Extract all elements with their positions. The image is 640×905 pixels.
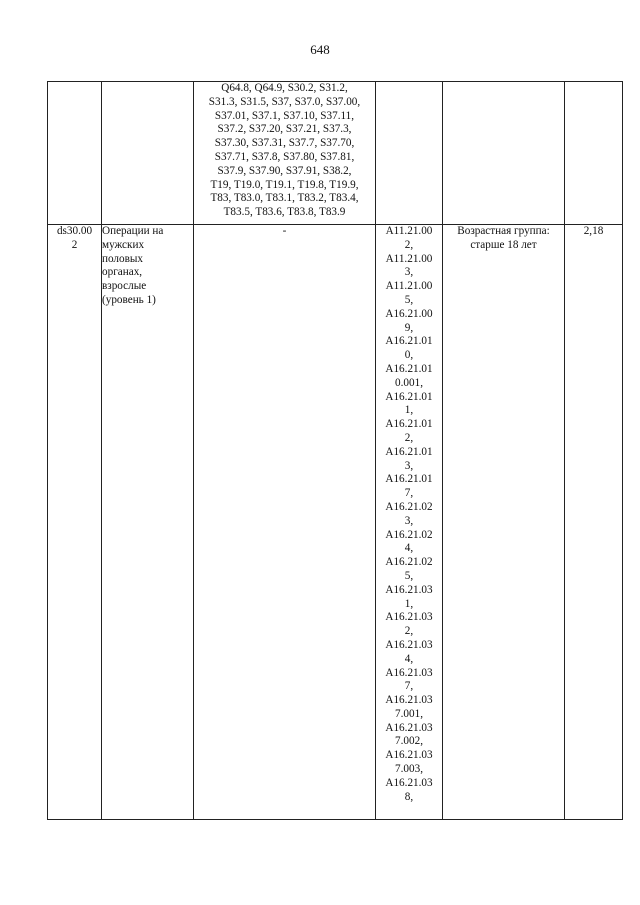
cell-name (102, 82, 194, 225)
cell-code (48, 225, 102, 820)
tariff-table (47, 81, 623, 820)
cell-line: 1, (404, 597, 414, 610)
cell-line: 2 (71, 238, 78, 251)
cell-line: 2, (404, 625, 414, 638)
cell-coefficient (565, 82, 623, 225)
cell-diagnosis-codes (194, 82, 376, 225)
cell-line: A16.21.03 (385, 721, 433, 734)
cell-line: 5, (404, 569, 414, 582)
cell-line: Возрастная группа: (457, 225, 550, 237)
cell-line: - (282, 225, 287, 237)
cell-criteria (443, 225, 565, 820)
cell-line: A16.21.01 (385, 390, 433, 403)
cell-line: A16.21.02 (385, 528, 433, 541)
cell-line: A16.21.03 (385, 694, 433, 707)
cell-line: органах, (102, 266, 143, 279)
cell-line: A16.21.00 (385, 307, 433, 320)
cell-line: 0.001, (395, 376, 423, 389)
cell-line: A16.21.03 (385, 749, 433, 762)
cell-coefficient: 2,18 (565, 225, 623, 820)
cell-line: ds30.00 (56, 225, 93, 237)
cell-line: T83, T83.0, T83.1, T83.2, T83.4, (210, 192, 359, 205)
cell-service-codes (376, 82, 443, 225)
cell-line: A16.21.01 (385, 473, 433, 486)
cell-line: A16.21.02 (385, 500, 433, 513)
cell-line: старше 18 лет (470, 238, 537, 251)
cell-line: Операции на (102, 225, 164, 237)
cell-line: A16.21.03 (385, 776, 433, 789)
cell-line: Q64.8, Q64.9, S30.2, S31.2, (221, 82, 348, 94)
cell-line: (уровень 1) (102, 293, 156, 306)
cell-line: A11.21.00 (385, 280, 433, 293)
page-number: 648 (310, 42, 330, 57)
cell-line: 2, (404, 431, 414, 444)
cell-line: 1, (404, 404, 414, 417)
cell-line: A16.21.03 (385, 611, 433, 624)
cell-line: 7, (404, 680, 414, 693)
table-row-ds30-002 (48, 225, 623, 820)
cell-line: 9, (404, 321, 414, 334)
cell-line: A11.21.00 (385, 252, 433, 265)
cell-line: 0, (404, 349, 414, 362)
cell-line: 8, (404, 790, 414, 803)
cell-line: A16.21.03 (385, 583, 433, 596)
cell-code (48, 82, 102, 225)
cell-line: 3, (404, 459, 414, 472)
cell-line: мужских (102, 238, 145, 251)
cell-line: S37.71, S37.8, S37.80, S37.81, (214, 150, 355, 163)
cell-line: S37.2, S37.20, S37.21, S37.3, (217, 123, 352, 136)
cell-line: S37.9, S37.90, S37.91, S38.2, (217, 164, 352, 177)
cell-line: 7.002, (395, 735, 423, 748)
cell-name (102, 225, 194, 820)
cell-line: A16.21.02 (385, 556, 433, 569)
cell-line: A16.21.03 (385, 666, 433, 679)
cell-line: 7.003, (395, 763, 423, 776)
cell-criteria (443, 82, 565, 225)
cell-line: S37.30, S37.31, S37.7, S37.70, (214, 137, 355, 150)
cell-line: взрослые (102, 280, 147, 293)
cell-line: A11.21.00 (385, 225, 433, 237)
cell-line: S31.3, S31.5, S37, S37.0, S37.00, (208, 95, 361, 108)
cell-line: 3, (404, 266, 414, 279)
cell-line: половых (102, 252, 144, 265)
cell-line: 3, (404, 514, 414, 527)
cell-line: T19, T19.0, T19.1, T19.8, T19.9, (210, 178, 359, 191)
cell-line: A16.21.01 (385, 418, 433, 431)
cell-line: A16.21.01 (385, 335, 433, 348)
cell-line: 2, (404, 238, 414, 251)
cell-line: 7.001, (395, 707, 423, 720)
cell-service-codes (376, 225, 443, 820)
cell-line: A16.21.01 (385, 445, 433, 458)
cell-line: A16.21.01 (385, 362, 433, 375)
cell-line: T83.5, T83.6, T83.8, T83.9 (223, 206, 346, 219)
table-row-continued (48, 82, 623, 225)
cell-line: 4, (404, 542, 414, 555)
cell-diagnosis-codes (194, 225, 376, 820)
cell-line: S37.01, S37.1, S37.10, S37.11, (214, 109, 355, 122)
cell-line: 7, (404, 487, 414, 500)
cell-line: 5, (404, 293, 414, 306)
cell-line: A16.21.03 (385, 638, 433, 651)
cell-line: 4, (404, 652, 414, 665)
